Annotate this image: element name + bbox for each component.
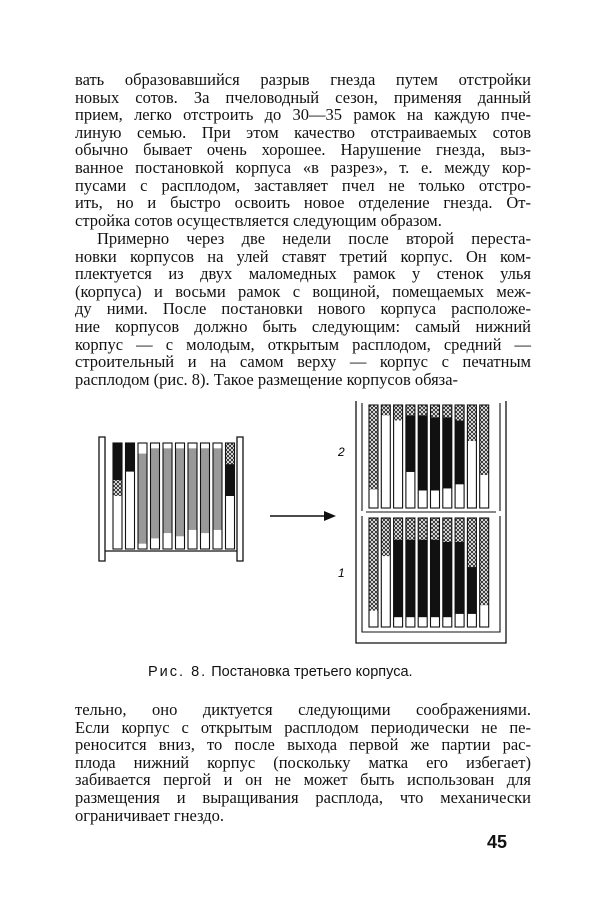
comb-fill — [406, 518, 415, 540]
text-line: вать образовавшийся разрыв гнезда путем отстройки — [75, 70, 531, 89]
comb-fill — [113, 443, 122, 480]
text-line: Примерно через две недели после второй переста- — [97, 229, 531, 248]
comb-fill — [455, 420, 464, 484]
comb-fill — [126, 443, 135, 472]
comb-fill — [381, 518, 390, 556]
comb-fill — [188, 448, 197, 530]
text-line: плектуется из двух маломедных рамок у стенок улья — [75, 264, 531, 284]
stacked-hive-illustration — [356, 401, 506, 643]
comb-fill — [443, 417, 452, 488]
text-line: пусами с расплодом, заставляет пчел не только отстро- — [75, 175, 531, 195]
text-line: ние корпусов должно быть следующим: самый нижний — [75, 316, 531, 336]
comb-fill — [443, 542, 452, 617]
comb-fill — [201, 448, 210, 533]
comb-fill — [406, 405, 415, 415]
comb-fill — [480, 518, 489, 605]
comb-fill — [138, 454, 147, 544]
arrow-icon — [270, 511, 336, 521]
text-line: Если корпус с открытым расплодом периодически не пе- — [75, 717, 531, 737]
comb-fill — [443, 518, 452, 542]
comb-fill — [369, 518, 378, 611]
comb-fill — [381, 405, 390, 415]
frame — [381, 405, 390, 508]
text-line: (корпуса) и восьми рамок с вощиной, помещаемых меж- — [75, 281, 531, 301]
comb-fill — [431, 405, 440, 417]
text-line: новки корпусов на улей ставят третий корпус. Он ком- — [75, 246, 531, 266]
third-body-illustration — [99, 437, 243, 561]
text-line: корпус — с молодым, открытым расплодом, средний — — [75, 334, 531, 354]
comb-fill — [176, 448, 185, 536]
comb-fill — [418, 518, 427, 540]
label-body-2: 2 — [338, 445, 345, 459]
figure-caption — [148, 664, 413, 681]
comb-fill — [455, 518, 464, 542]
comb-fill — [394, 405, 403, 420]
text-line: размещения и выращивания расплода, что механически — [75, 787, 531, 807]
page-number: 45 — [487, 832, 508, 852]
comb-fill — [418, 415, 427, 490]
text-line: ограничивает гнездо. — [75, 805, 225, 825]
comb-fill — [431, 518, 440, 540]
comb-fill — [467, 567, 476, 614]
text-line: ду ними. После постановки нового корпуса расположе- — [75, 299, 531, 319]
text-line: новых сотов. За пчеловодный сезон, применяя данный — [75, 87, 531, 107]
comb-fill — [394, 540, 403, 617]
text-line: тельно, оно диктуется следующими соображениями. — [75, 700, 531, 719]
comb-fill — [455, 405, 464, 420]
comb-fill — [418, 540, 427, 617]
comb-fill — [443, 405, 452, 417]
comb-fill — [431, 540, 440, 617]
text-line: ить, но и быстро освоить новое отделение гнезда. От- — [75, 193, 531, 213]
text-line: забивается пергой и он не может быть использован для — [75, 770, 531, 790]
text-line: прием, легко отстроить до 30—35 рамок на каждую пче- — [75, 105, 531, 125]
comb-fill — [226, 443, 235, 464]
text-line: расплодом (рис. 8). Такое размещение корпусов обяза- — [75, 369, 459, 389]
comb-fill — [213, 448, 222, 530]
text-line: обычно бывает очень хорошее. Нарушение гнезда, выз- — [75, 140, 531, 160]
label-body-1: 1 — [338, 566, 345, 580]
comb-fill — [151, 448, 160, 538]
text-line: стройка сотов осуществляется следующим образом. — [75, 210, 442, 230]
comb-fill — [394, 518, 403, 540]
text-line: плода нижний корпус (поскольку матка его избегает) — [75, 752, 531, 772]
text-line: строительный и на самом верху — корпус с печатным — [75, 352, 531, 372]
comb-fill — [113, 480, 122, 496]
comb-fill — [369, 405, 378, 489]
comb-fill — [406, 540, 415, 617]
comb-fill — [163, 448, 172, 533]
text-line: ванное постановкой корпуса «в разрез», т. е. между кор- — [75, 157, 531, 177]
comb-fill — [480, 405, 489, 475]
comb-fill — [418, 405, 427, 415]
comb-fill — [455, 542, 464, 614]
caption-text: Постановка третьего корпуса. — [211, 664, 413, 680]
comb-fill — [431, 417, 440, 490]
comb-fill — [467, 518, 476, 567]
text-line: реносится вниз, то после выхода первой же партии рас- — [75, 735, 531, 755]
comb-fill — [406, 415, 415, 472]
text-line: линую семью. При этом качество отстраиваемых сотов — [75, 122, 531, 142]
comb-fill — [467, 405, 476, 441]
caption-label: Рис. 8. — [148, 664, 208, 680]
